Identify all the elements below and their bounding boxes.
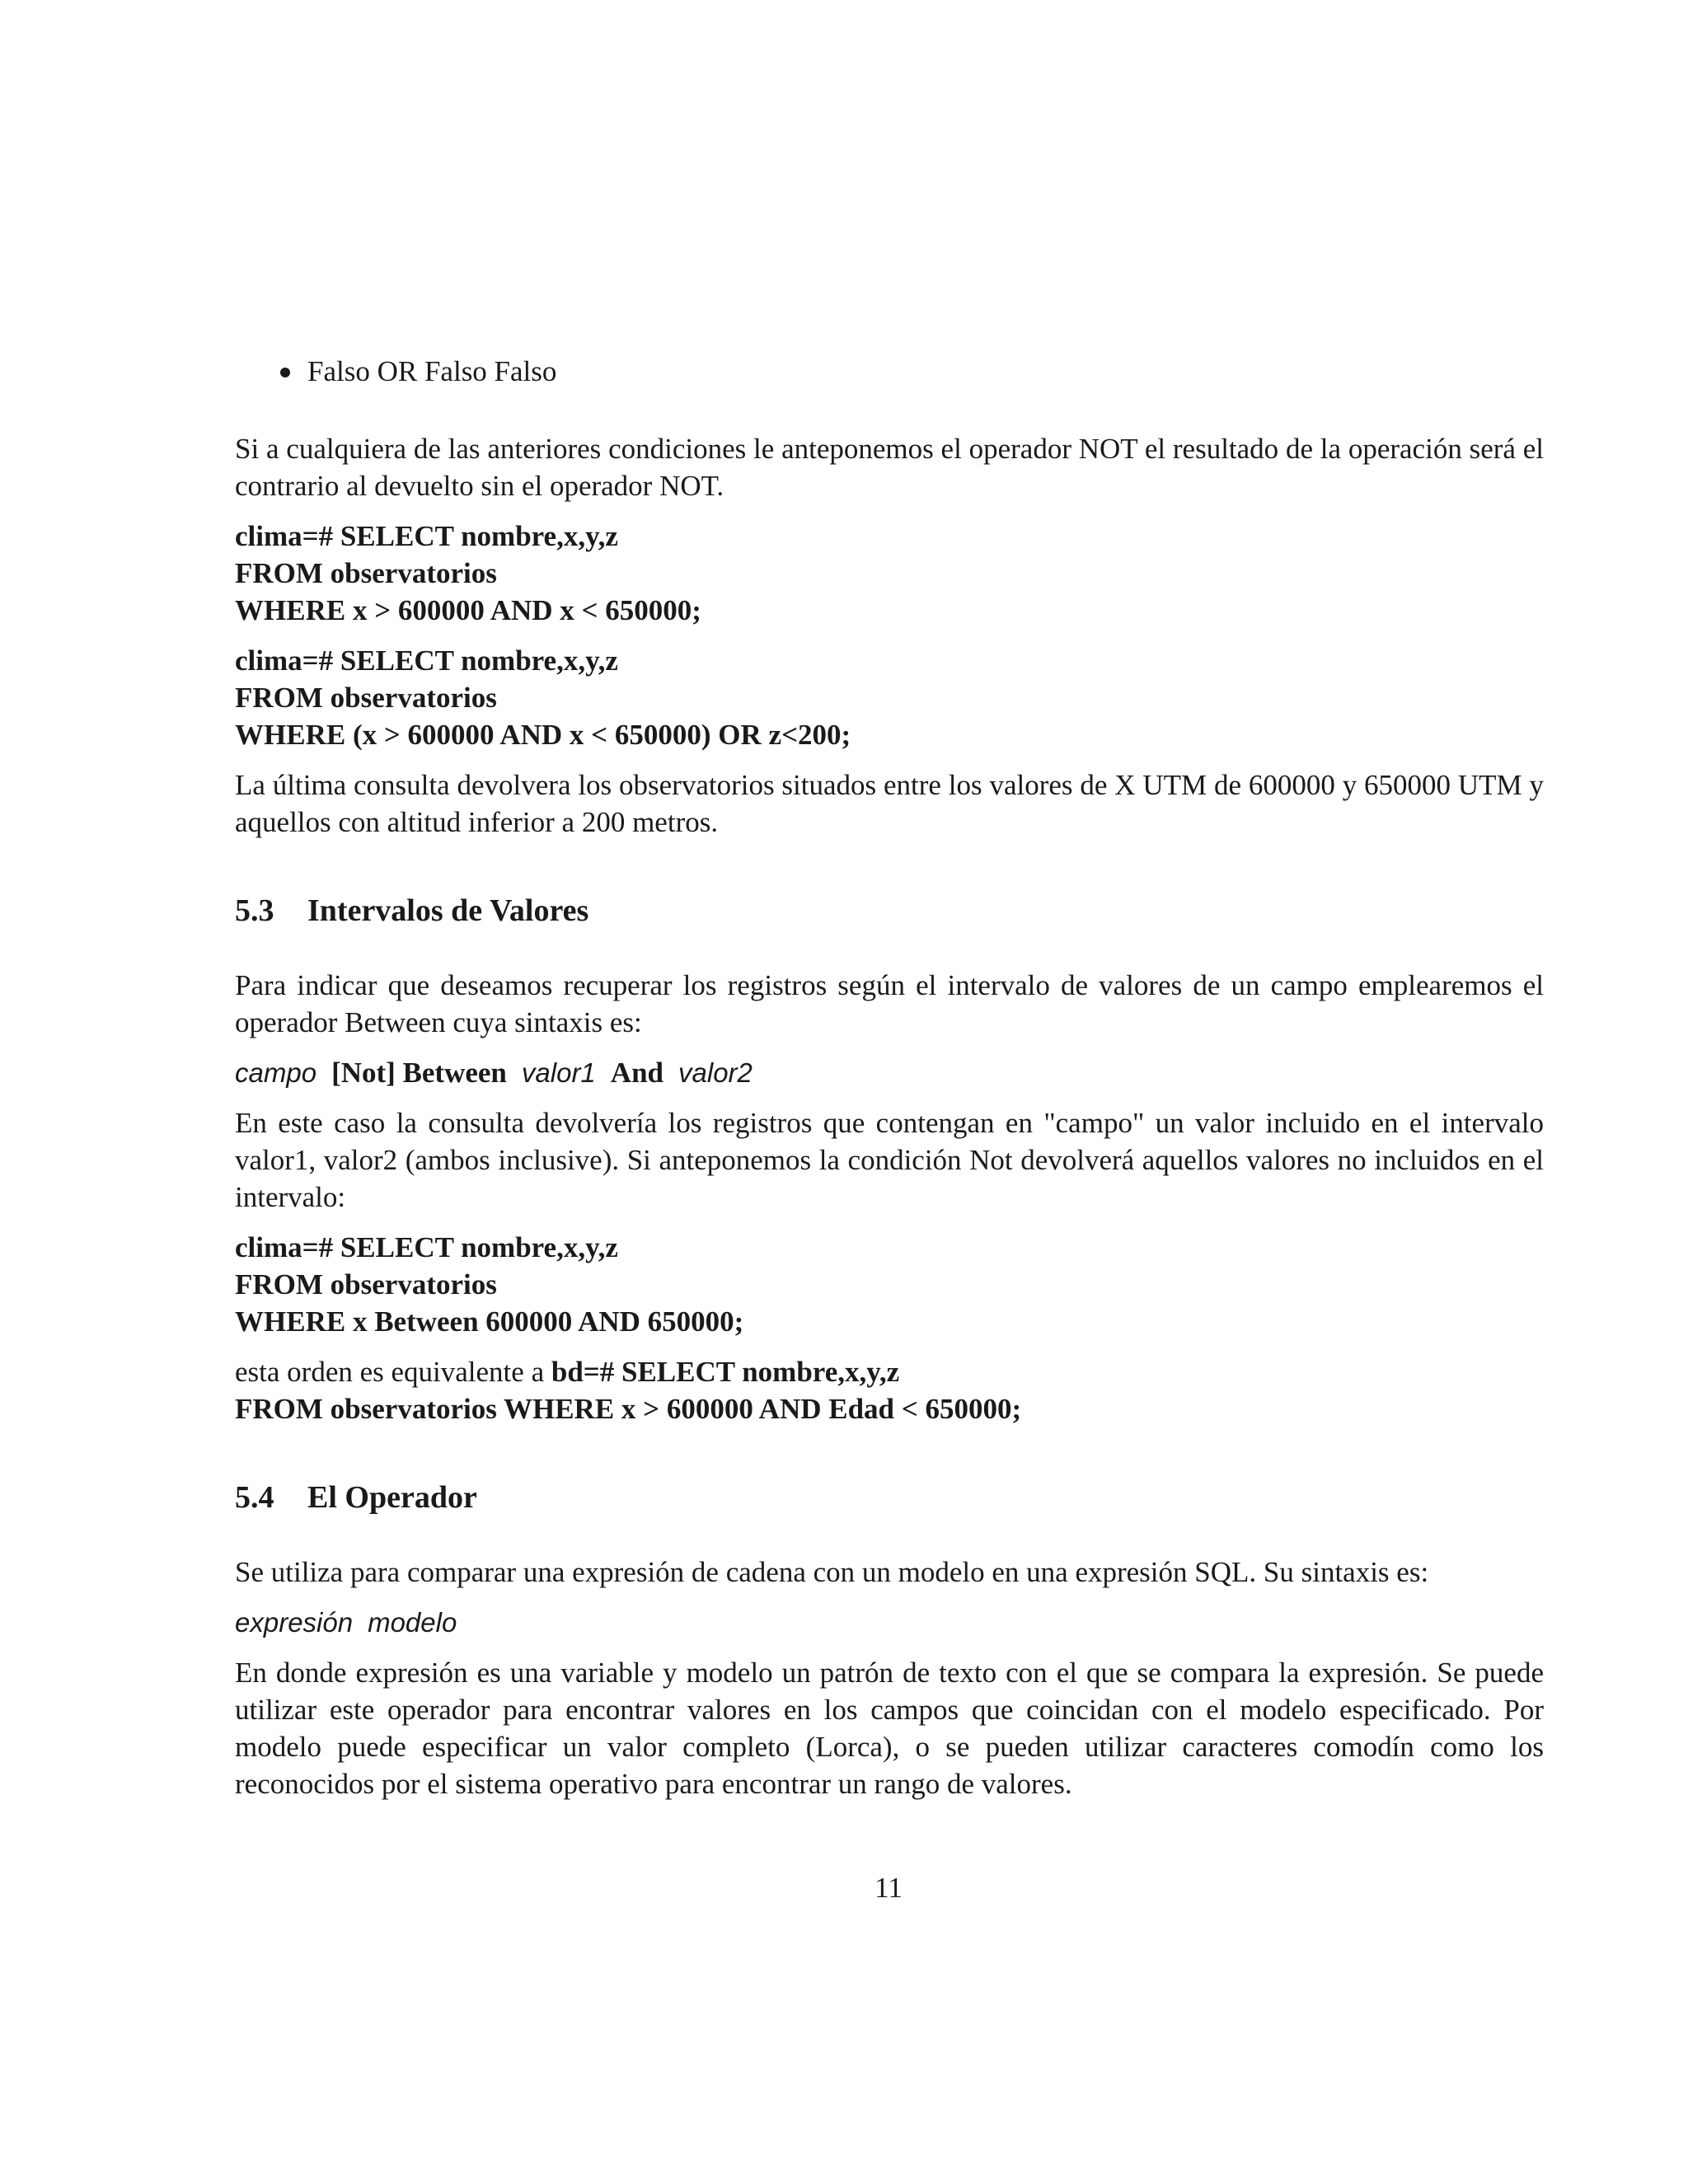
- syntax-keyword: And: [610, 1057, 664, 1089]
- syntax-value: valor2: [678, 1057, 753, 1088]
- paragraph-equivalent: [235, 1353, 1544, 1427]
- equivalent-code: FROM observatorios WHERE x > 600000 AND Edad < 650000;: [235, 1393, 1022, 1425]
- section-heading: [235, 1478, 1544, 1517]
- syntax-keyword: [Not] Between: [331, 1057, 507, 1089]
- section-number: 5.4: [235, 1480, 274, 1515]
- paragraph-between-explain: En este caso la consulta devolvería los registros que contengan en "campo" un valor incluido en el intervalo valor1, valor2 (ambos inclusive). Si anteponemos la condición Not devolverá aquellos valores no incluidos en el intervalo:: [235, 1107, 1544, 1213]
- bullet-icon: [280, 368, 290, 377]
- paragraph-not-operator: Si a cualquiera de las anteriores condiciones le anteponemos el operador NOT el resultado de la operación será el contrario al devuelto sin el operador NOT.: [235, 433, 1544, 502]
- equivalent-text: esta orden es equivalente a: [235, 1356, 551, 1388]
- code-line: clima=# SELECT nombre,x,y,z: [235, 1231, 618, 1263]
- bullet-text: Falso OR Falso Falso: [307, 355, 557, 387]
- section-heading: [235, 891, 1544, 930]
- paragraph-operator-explain: En donde expresión es una variable y modelo un patrón de texto con el que se compara la expresión. Se puede utilizar este operador para encontrar valores en los campos que coincidan con el modelo especificado. Por modelo puede especificar un valor completo (Lorca), o se pueden utilizar caracteres comodín como los reconocidos por el sistema operativo para encontrar un rango de valores.: [235, 1657, 1544, 1800]
- sql-query-or: [235, 642, 1544, 753]
- paragraph-last-query: La última consulta devolvera los observatorios situados entre los valores de X UTM de 600000 y 650000 UTM y aquellos con altitud inferior a 200 metros.: [235, 769, 1544, 838]
- equivalent-code: bd=# SELECT nombre,x,y,z: [551, 1356, 900, 1388]
- code-line: clima=# SELECT nombre,x,y,z: [235, 644, 618, 677]
- syntax-value: valor1: [521, 1057, 596, 1088]
- sql-query-and: [235, 518, 1544, 629]
- list-item: [235, 353, 1544, 390]
- code-line: FROM observatorios: [235, 1268, 497, 1301]
- syntax-expression: expresión: [235, 1607, 354, 1638]
- paragraph-between-intro: Para indicar que deseamos recuperar los registros según el intervalo de valores de un campo emplearemos el operador Between cuya sintaxis es:: [235, 969, 1544, 1038]
- sql-query-between: [235, 1229, 1544, 1340]
- page-number: 11: [874, 1872, 903, 1904]
- section-number: 5.3: [235, 893, 274, 928]
- section-title: Intervalos de Valores: [307, 893, 589, 928]
- code-line: WHERE x > 600000 AND x < 650000;: [235, 594, 701, 626]
- between-syntax: [235, 1054, 1544, 1091]
- operator-syntax: [235, 1604, 1544, 1641]
- code-line: WHERE (x > 600000 AND x < 650000) OR z<200;: [235, 719, 851, 751]
- syntax-model: modelo: [368, 1607, 457, 1638]
- code-line: clima=# SELECT nombre,x,y,z: [235, 520, 618, 552]
- paragraph-operator-intro: Se utiliza para comparar una expresión de cadena con un modelo en una expresión SQL. Su sintaxis es:: [235, 1556, 1429, 1588]
- code-line: FROM observatorios: [235, 557, 497, 589]
- code-line: FROM observatorios: [235, 682, 497, 714]
- page-content: [235, 353, 1544, 1802]
- section-title: El Operador: [307, 1480, 477, 1515]
- code-line: WHERE x Between 600000 AND 650000;: [235, 1305, 744, 1338]
- syntax-field: campo: [235, 1057, 317, 1088]
